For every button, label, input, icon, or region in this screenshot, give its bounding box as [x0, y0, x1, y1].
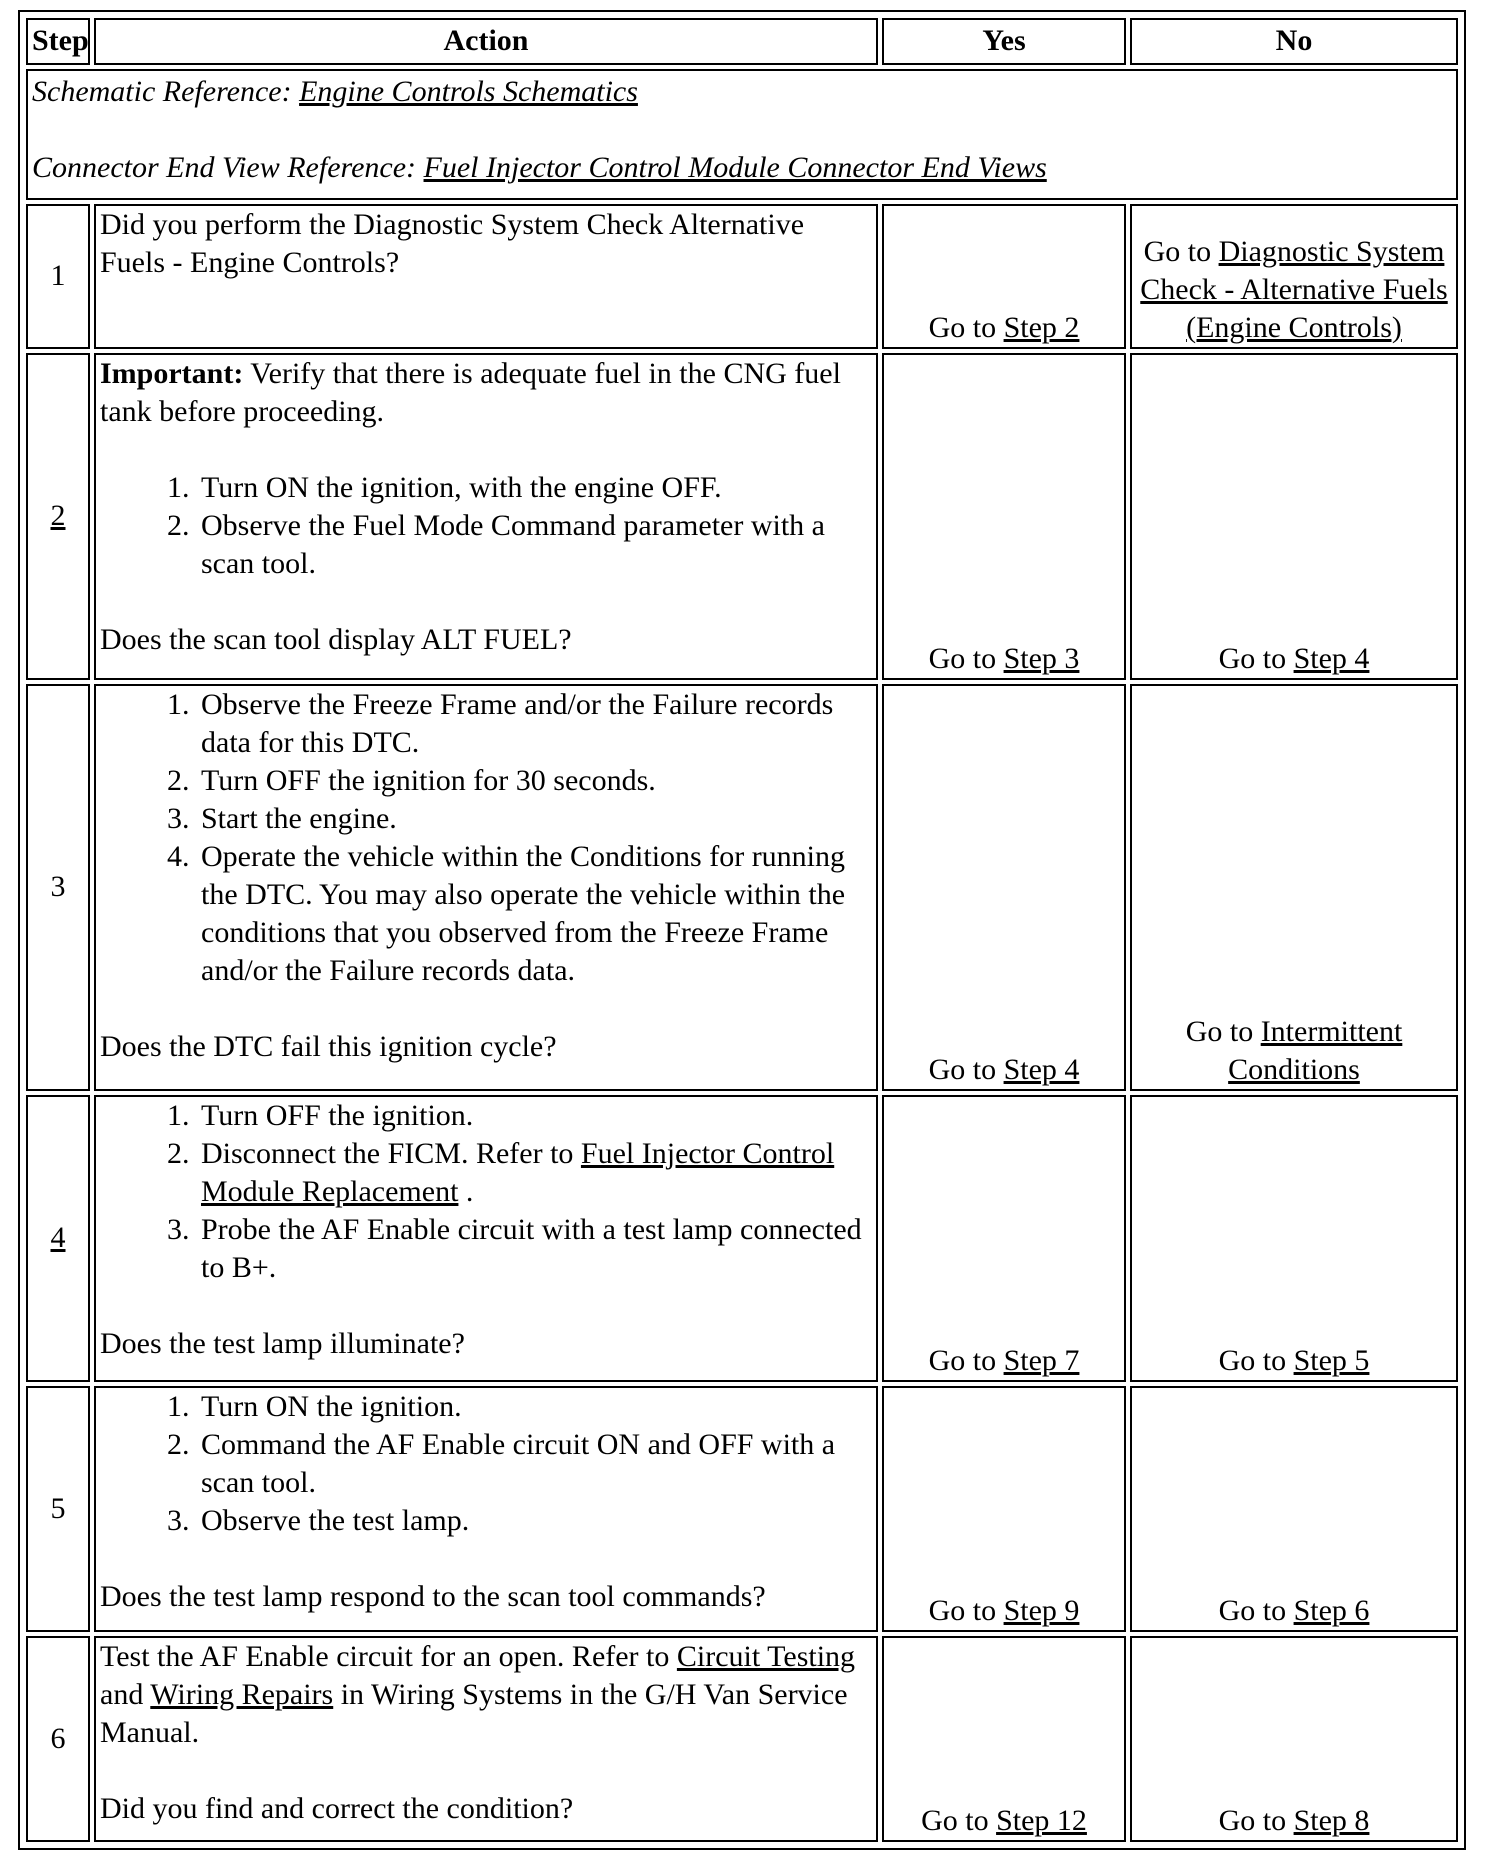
- action-cell: [94, 353, 878, 680]
- list-item: [197, 1135, 872, 1211]
- yes-prefix: Go to: [928, 1343, 997, 1377]
- list-item: 2. Observe the Fuel Mode Command parameter with a scan tool.: [197, 507, 872, 583]
- no-link[interactable]: Step 8: [1293, 1804, 1370, 1837]
- schematic-reference-link[interactable]: Engine Controls Schematics: [299, 74, 638, 108]
- yes-cell: [882, 353, 1126, 680]
- question-text: Does the scan tool display ALT FUEL?: [100, 622, 572, 656]
- no-prefix: Go to: [1218, 1343, 1287, 1377]
- list-item: 1. Turn ON the ignition, with the engine OFF.: [197, 469, 872, 507]
- yes-prefix: Go to: [921, 1804, 989, 1837]
- connector-reference-label: Connector End View Reference:: [32, 150, 417, 184]
- list-item: 1. Observe the Freeze Frame and/or the Failure records data for this DTC.: [197, 686, 872, 762]
- question-text: Did you find and correct the condition?: [100, 1792, 574, 1826]
- step-number: [26, 1095, 90, 1382]
- step-number: 5: [26, 1386, 90, 1632]
- table-row: [26, 353, 1458, 680]
- table-row: [26, 1636, 1458, 1842]
- yes-link[interactable]: Step 9: [1003, 1594, 1080, 1628]
- table-row: [26, 1095, 1458, 1382]
- no-prefix: Go to: [1218, 1804, 1287, 1837]
- instruction-text: Test the AF Enable circuit for an open. Refer to: [100, 1640, 670, 1674]
- step-number: [26, 353, 90, 680]
- yes-link[interactable]: Step 3: [1003, 641, 1080, 675]
- header-row: [26, 18, 1458, 65]
- schematic-reference-label: Schematic Reference:: [32, 74, 292, 108]
- header-step: Step: [26, 18, 90, 65]
- action-cell: [94, 684, 878, 1092]
- important-label: Important:: [100, 356, 244, 390]
- no-link[interactable]: Step 5: [1293, 1343, 1370, 1377]
- step-number: 6: [26, 1636, 90, 1842]
- header-action: Action: [94, 18, 878, 65]
- yes-prefix: Go to: [928, 310, 997, 344]
- action-cell: [94, 1095, 878, 1382]
- instruction-suffix: .: [458, 1175, 474, 1209]
- important-text: Verify that there is adequate fuel in the CNG fuel tank before proceeding.: [100, 356, 841, 428]
- reference-cell: [26, 69, 1458, 201]
- yes-link[interactable]: Step 12: [996, 1804, 1087, 1837]
- question-text: Does the test lamp illuminate?: [100, 1327, 465, 1361]
- list-item: 2. Turn OFF the ignition for 30 seconds.: [197, 762, 872, 800]
- yes-link[interactable]: Step 7: [1003, 1343, 1080, 1377]
- no-cell: [1130, 1636, 1458, 1842]
- yes-link[interactable]: Step 2: [1003, 310, 1080, 344]
- no-prefix: Go to: [1218, 641, 1287, 675]
- connector-reference-link[interactable]: Fuel Injector Control Module Connector End Views: [423, 150, 1047, 184]
- instruction-list: [100, 469, 872, 583]
- yes-cell: [882, 204, 1126, 348]
- wiring-repairs-link[interactable]: Wiring Repairs: [150, 1678, 334, 1712]
- yes-prefix: Go to: [928, 1594, 997, 1628]
- step-number: 1: [26, 204, 90, 348]
- header-yes: Yes: [882, 18, 1126, 65]
- yes-cell: [882, 1386, 1126, 1632]
- yes-prefix: Go to: [928, 1053, 997, 1087]
- circuit-testing-link[interactable]: Circuit Testing: [676, 1640, 856, 1674]
- yes-cell: [882, 1636, 1126, 1842]
- action-cell: [94, 1636, 878, 1842]
- no-prefix: Go to: [1143, 234, 1212, 268]
- question-text: Does the DTC fail this ignition cycle?: [100, 1029, 557, 1063]
- instruction-text: and: [100, 1678, 144, 1712]
- diagnostic-table: [18, 10, 1466, 1850]
- list-item: 3. Observe the test lamp.: [197, 1502, 872, 1540]
- yes-prefix: Go to: [928, 641, 997, 675]
- no-link[interactable]: Step 6: [1293, 1594, 1370, 1628]
- yes-link[interactable]: Step 4: [1003, 1053, 1080, 1087]
- no-cell: [1130, 684, 1458, 1092]
- no-cell: [1130, 1386, 1458, 1632]
- list-item: 1. Turn OFF the ignition.: [197, 1097, 872, 1135]
- no-cell: [1130, 353, 1458, 680]
- step-number: 3: [26, 684, 90, 1092]
- step-link[interactable]: 4: [50, 1221, 66, 1255]
- reference-row: [26, 69, 1458, 201]
- no-link[interactable]: Diagnostic System Check - Alternative Fuels (Engine Controls): [1140, 234, 1448, 344]
- action-text: Did you perform the Diagnostic System Check Alternative Fuels - Engine Controls?: [94, 204, 878, 348]
- list-item: 3. Start the engine.: [197, 800, 872, 838]
- no-prefix: Go to: [1218, 1594, 1287, 1628]
- table-row: [26, 204, 1458, 348]
- header-no: No: [1130, 18, 1458, 65]
- list-item: 2. Command the AF Enable circuit ON and OFF with a scan tool.: [197, 1426, 872, 1502]
- instruction-list: [100, 1388, 872, 1540]
- fuel-injector-replacement-link[interactable]: Fuel Injector Control Module Replacement: [201, 1137, 835, 1209]
- yes-cell: [882, 1095, 1126, 1382]
- no-cell: [1130, 1095, 1458, 1382]
- list-item: 3. Probe the AF Enable circuit with a test lamp connected to B+.: [197, 1211, 872, 1287]
- instruction-list: [100, 686, 872, 990]
- no-link[interactable]: Step 4: [1293, 641, 1370, 675]
- list-item: 1. Turn ON the ignition.: [197, 1388, 872, 1426]
- instruction-text: Disconnect the FICM. Refer to: [201, 1137, 574, 1171]
- no-cell: [1130, 204, 1458, 348]
- list-item: 4. Operate the vehicle within the Conditions for running the DTC. You may also operate the vehicle within the conditions that you observed from the Freeze Frame and/or the Failure records data.: [197, 838, 872, 990]
- yes-cell: [882, 684, 1126, 1092]
- action-cell: [94, 1386, 878, 1632]
- question-text: Does the test lamp respond to the scan tool commands?: [100, 1579, 766, 1613]
- step-link[interactable]: 2: [50, 499, 66, 533]
- table-row: [26, 684, 1458, 1092]
- instruction-list: [100, 1097, 872, 1287]
- no-link[interactable]: Intermittent Conditions: [1228, 1015, 1403, 1087]
- instruction-text: in Wiring Systems in the G/H Van Service Manual.: [100, 1678, 848, 1750]
- table-row: [26, 1386, 1458, 1632]
- no-prefix: Go to: [1185, 1015, 1254, 1049]
